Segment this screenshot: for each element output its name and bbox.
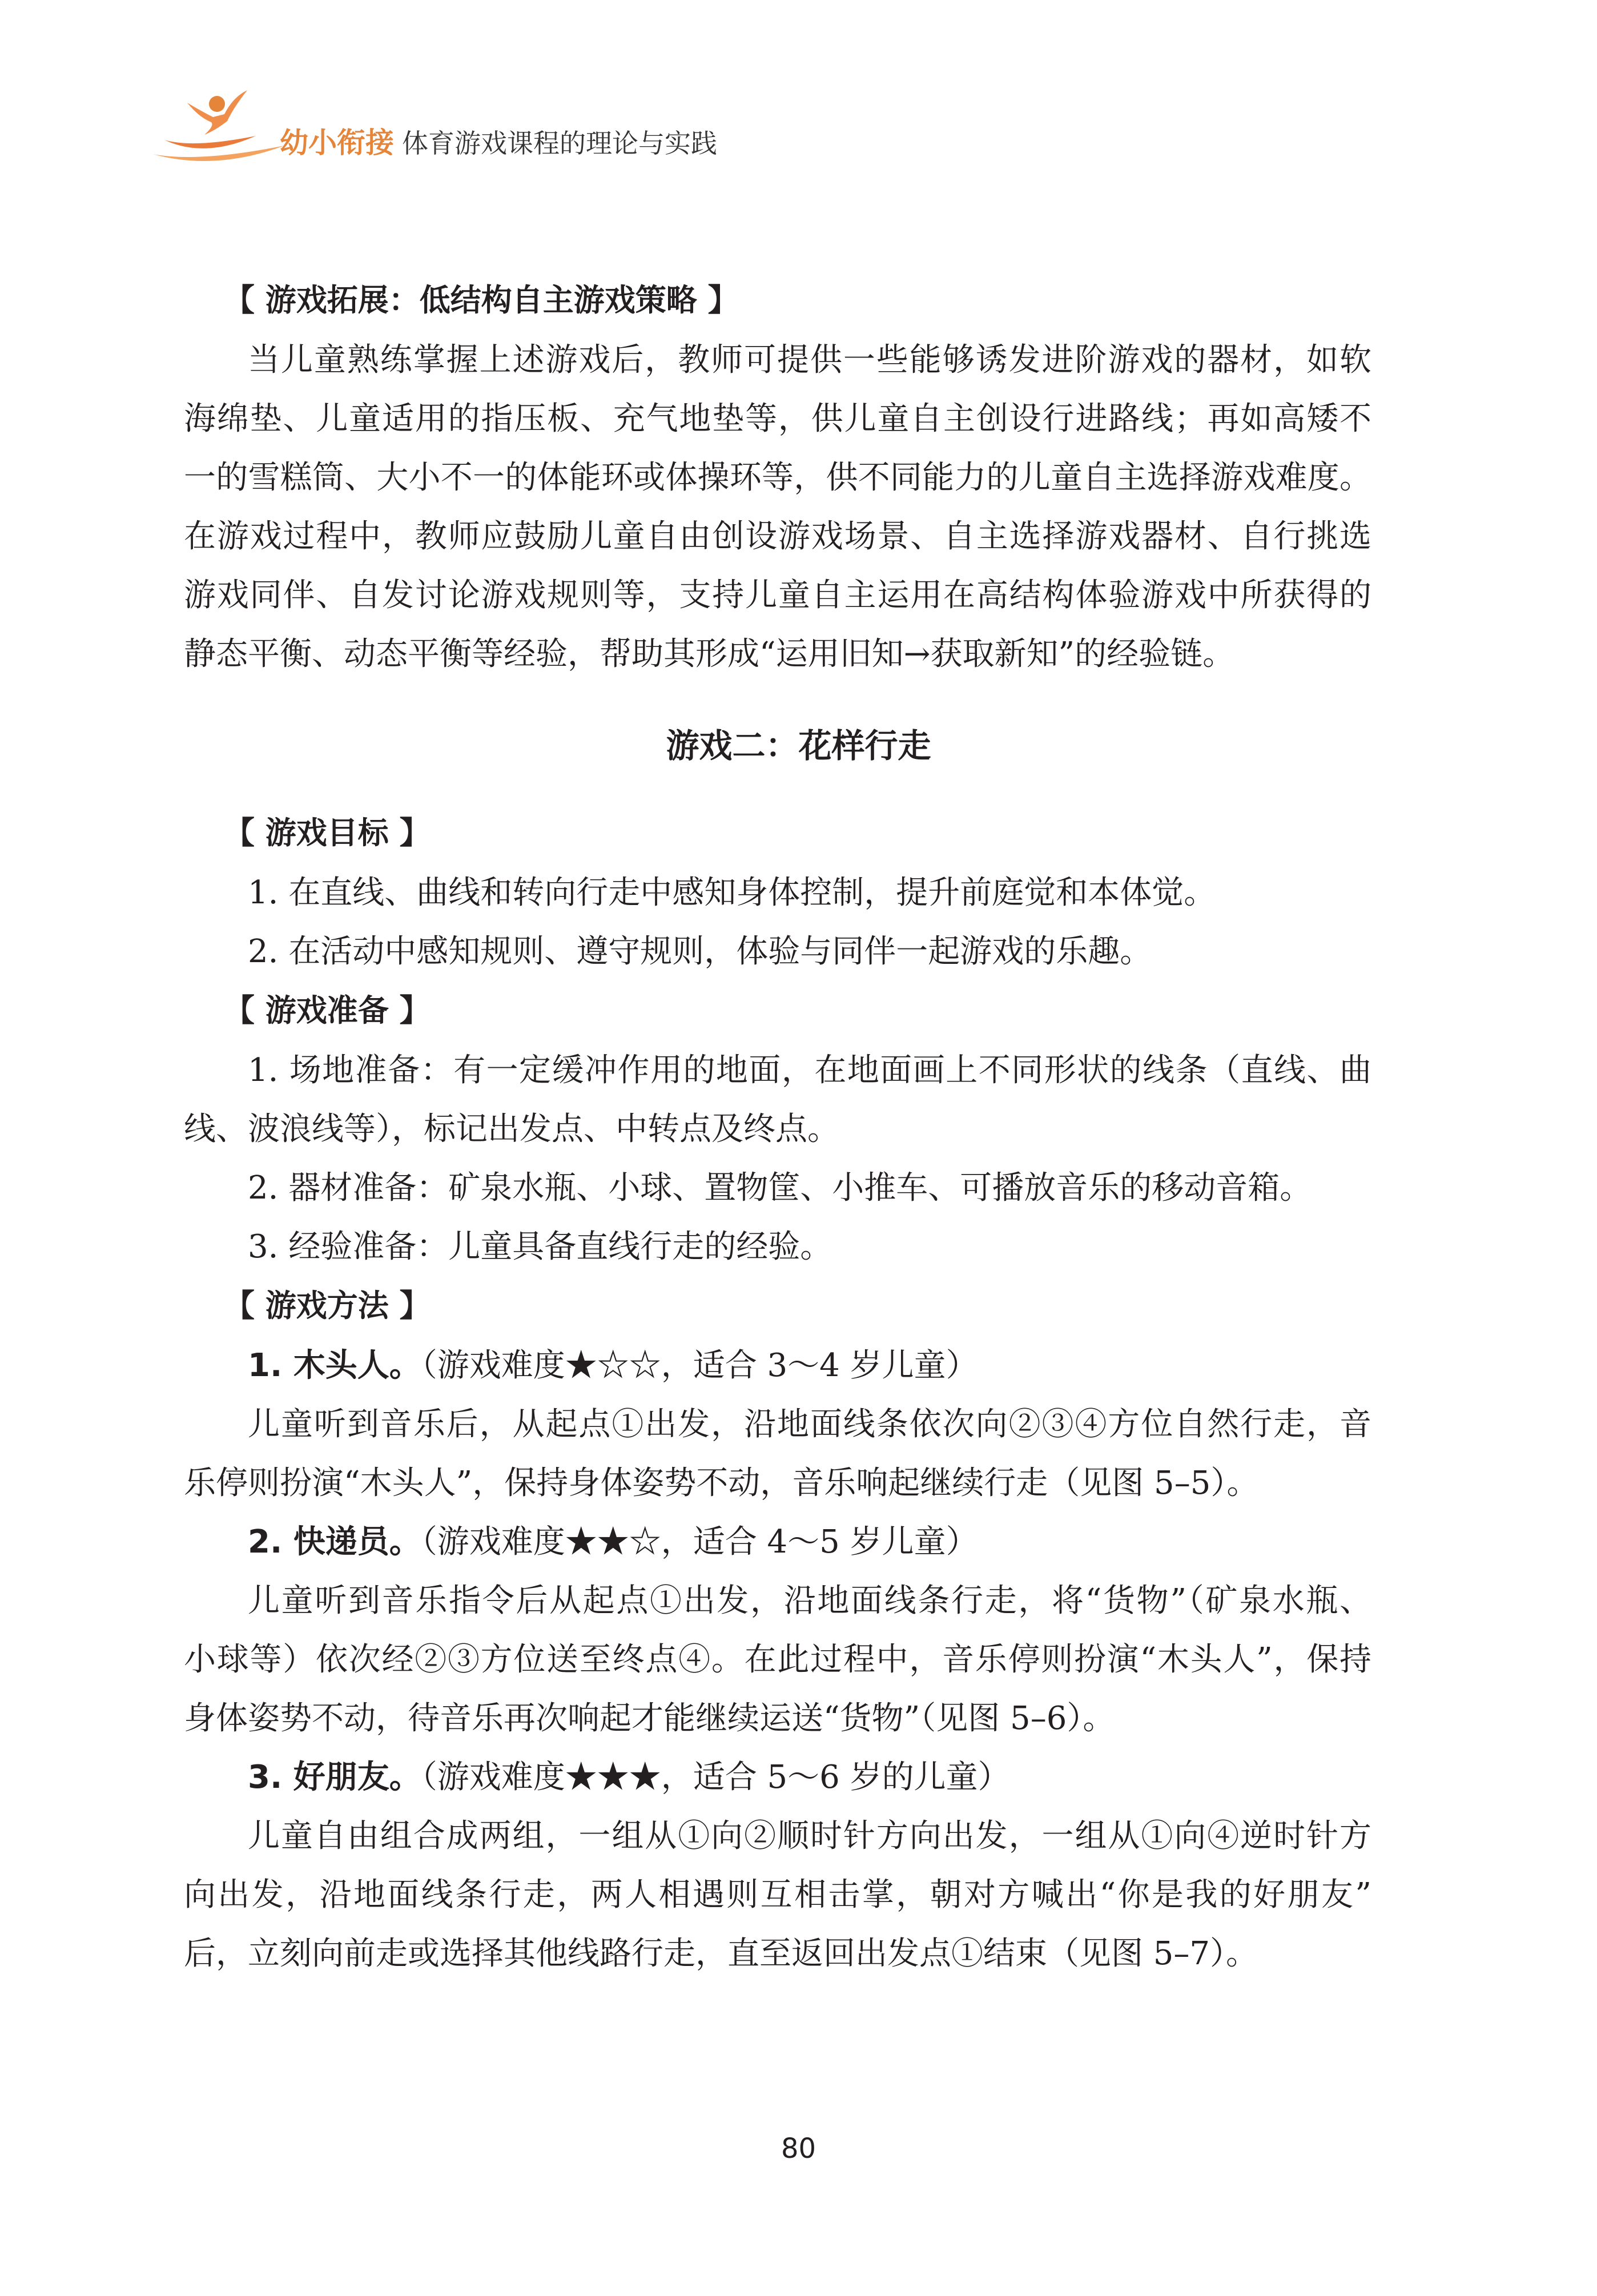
method-line: 儿童听到音乐指令后从起点①出发，沿地面线条行走，将“货物”（矿泉水瓶、 [248,1582,1371,1619]
method-line: 后，立刻向前走或选择其他线路行走，直至返回出发点①结束（见图 5–7）。 [184,1935,1258,1972]
header-brand: 幼小衔接 [280,126,394,159]
method-item-label: 3. 好朋友。 [248,1759,421,1796]
paragraph-line: 当儿童熟练掌握上述游戏后，教师可提供一些能够诱发进阶游戏的器材，如软 [248,341,1371,379]
section-title: 游戏二：花样行走 [666,726,931,765]
paragraph-line: 海绵垫、儿童适用的指压板、充气地垫等，供儿童自主创设行进路线；再如高矮不 [184,400,1371,437]
method-item-title [184,1757,1371,1798]
goal-item: 2. 在活动中感知规则、遵守规则，体验与同伴一起游戏的乐趣。 [248,933,1152,970]
prep-line: 线、波浪线等），标记出发点、中转点及终点。 [184,1111,839,1148]
method-item-label: 2. 快递员。 [248,1523,421,1561]
prep-line: 2. 器材准备：矿泉水瓶、小球、置物筐、小推车、可播放音乐的移动音箱。 [248,1169,1312,1207]
method-line: 身体姿势不动，待音乐再次响起才能继续运送“货物”（见图 5–6）。 [184,1700,1115,1737]
running-child-logo-icon [147,86,290,171]
method-heading: 【 游戏方法 】 [224,1288,431,1324]
page-number: 80 [781,2133,816,2165]
method-item-title [184,1345,1371,1386]
method-item-note: （游戏难度★★★，适合 5～6 岁的儿童） [421,1759,1010,1796]
paragraph-line: 静态平衡、动态平衡等经验，帮助其形成“运用旧知→获取新知”的经验链。 [184,636,1235,673]
running-header [147,86,832,171]
prep-heading: 【 游戏准备 】 [224,992,431,1028]
method-item-note: （游戏难度★★☆，适合 4～5 岁儿童） [421,1523,978,1561]
method-item-title [184,1522,1371,1563]
goals-heading: 【 游戏目标 】 [224,815,431,851]
method-line: 乐停则扮演“木头人”，保持身体姿势不动，音乐响起继续行走（见图 5–5）。 [184,1465,1259,1502]
header-title [280,120,717,161]
method-item-note: （游戏难度★☆☆，适合 3～4 岁儿童） [421,1347,978,1384]
method-line: 小球等）依次经②③方位送至终点④。在此过程中，音乐停则扮演“木头人”，保持 [184,1641,1371,1678]
header-subtitle: 体育游戏课程的理论与实践 [402,128,717,159]
paragraph-line: 一的雪糕筒、大小不一的体能环或体操环等，供不同能力的儿童自主选择游戏难度。 [184,459,1371,496]
method-line: 儿童听到音乐后，从起点①出发，沿地面线条依次向②③④方位自然行走，音 [248,1406,1371,1443]
paragraph-line: 在游戏过程中，教师应鼓励儿童自由创设游戏场景、自主选择游戏器材、自行挑选 [184,518,1371,555]
prep-line: 1. 场地准备：有一定缓冲作用的地面，在地面画上不同形状的线条（直线、曲 [248,1052,1371,1089]
method-line: 向出发，沿地面线条行走，两人相遇则互相击掌，朝对方喊出“你是我的好朋友” [184,1876,1371,1913]
extension-heading: 【 游戏拓展：低结构自主游戏策略 】 [224,282,739,318]
goal-item: 1. 在直线、曲线和转向行走中感知身体控制，提升前庭觉和本体觉。 [248,874,1216,911]
prep-line: 3. 经验准备：儿童具备直线行走的经验。 [248,1228,832,1265]
method-line: 儿童自由组合成两组，一组从①向②顺时针方向出发，一组从①向④逆时针方 [248,1818,1371,1855]
paragraph-line: 游戏同伴、自发讨论游戏规则等，支持儿童自主运用在高结构体验游戏中所获得的 [184,577,1371,614]
method-item-label: 1. 木头人。 [248,1347,421,1384]
